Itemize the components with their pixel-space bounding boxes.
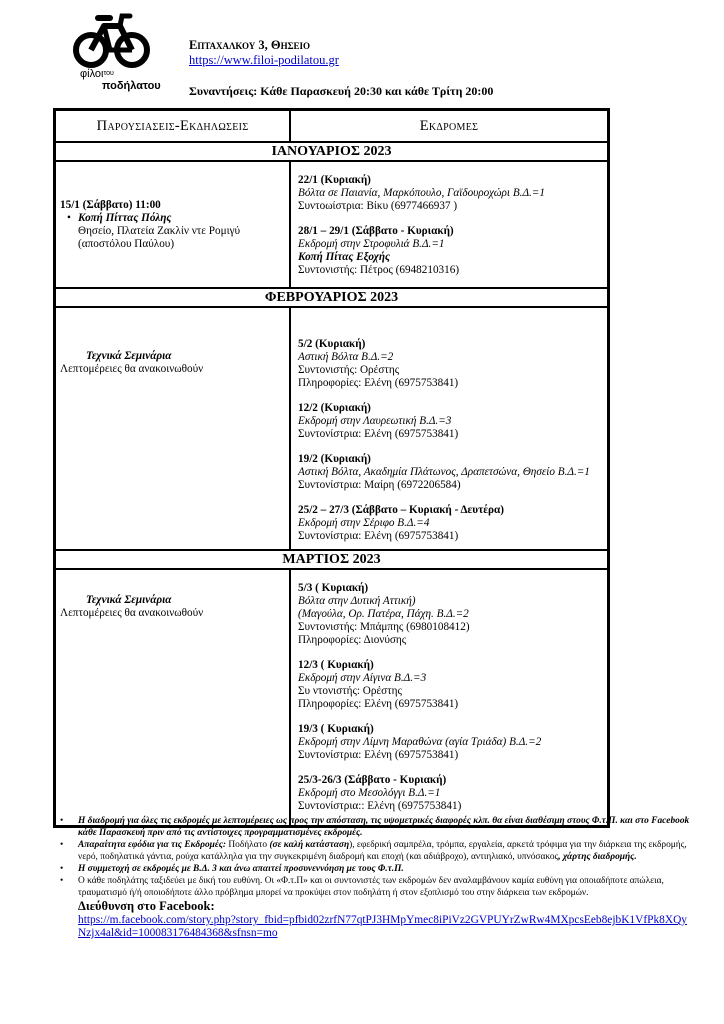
trip-event — [298, 225, 603, 277]
trip-date: 19/3 ( Κυριακή) — [298, 723, 374, 735]
trip-event — [298, 338, 603, 390]
trip-contact: Συντονίστρια:: Ελένη (6975753841) — [298, 800, 462, 812]
trip-event — [298, 504, 603, 543]
trip-event — [298, 402, 603, 441]
month-right-cell — [290, 569, 608, 826]
trip-date: 25/3-26/3 (Σάββατο - Κυριακή) — [298, 774, 447, 786]
trip-desc: Εκδρομή στην Λίμνη Μαραθώνα (αγία Τριάδα) Β.Δ.=2 — [298, 736, 542, 748]
month-left-cell — [55, 569, 290, 826]
trip-event — [298, 774, 603, 813]
note-part: Ποδήλατο — [226, 840, 270, 850]
trip-contact: Συντονιστής: Ορέστης — [298, 364, 400, 376]
note-item — [60, 875, 690, 899]
note-text: Η διαδρομή για όλες τις εκδρομές με λεπτομέρειες ως προς την απόσταση, τις υψομετρικές διαφορές κλπ. θα είναι διαθέσιμη στους Φ.τ.Π. και στο Facebook κάθε Παρασκευή πριν από τις αντίστοιχες προγραμματισμένες εκδρομές. — [78, 816, 690, 838]
trip-desc: Εκδρομή στην Αίγινα Β.Δ.=3 — [298, 672, 427, 684]
header-info — [189, 38, 339, 68]
trip-date: 12/2 (Κυριακή) — [298, 402, 371, 414]
month-header: ΦΕΒΡΟΥΑΡΙΟΣ 2023 — [55, 288, 608, 307]
trip-desc: Βόλτα σε Παιανία, Μαρκόπουλο, Γαϊδουροχώρι Β.Δ.=1 — [298, 187, 545, 199]
trip-event — [298, 453, 603, 492]
facebook-link[interactable]: https://m.facebook.com/story.php?story_fbid=pfbid02zrfN77qtPJ3HMpYmec8iPiVz2GVPUYrZwRw4MXpcsEeb8ejbK1VfPk8XQyNzjx4al&id=100083176484368&sfnsn=mo — [78, 914, 688, 939]
bullet-icon: • — [60, 864, 64, 874]
trip-event — [298, 174, 603, 213]
bullet-icon: • — [60, 840, 64, 850]
note-part: (σε καλή κατάσταση — [269, 840, 350, 850]
note-text: Ο κάθε ποδηλάτης ταξιδεύει με δική του ευθύνη. Οι «Φ.τ.Π» και οι συντονιστές των εκδρομών δεν αναλαμβάνουν καμία ευθύνη για οποιαδήποτε απώλεια, τραυματισμό ή/ή οποιοδήποτε άλλο πρόβλημα μπορεί να προκύψει στον ποδηλάτη ή στον εξοπλισμό του στην διάρκεια των εκδρομών. — [78, 876, 664, 898]
col-header-trips: Εκδρομεσ — [290, 110, 608, 142]
trip-desc: Εκδρομή στην Σέριφο Β.Δ.=4 — [298, 517, 430, 529]
month-right-cell — [290, 161, 608, 288]
trip-desc: Εκδρομή στην Στροφυλιά Β.Δ.=1 — [298, 238, 445, 250]
trip-date: 5/2 (Κυριακή) — [298, 338, 366, 350]
left-bullet — [60, 212, 289, 251]
month-header: ΜΑΡΤΙΟΣ 2023 — [55, 550, 608, 569]
trip-contact: Συντονίστρια: Ελένη (6975753841) — [298, 749, 459, 761]
trip-info: Πληροφορίες: Διονύσης — [298, 634, 407, 646]
trip-date: 5/3 ( Κυριακή) — [298, 582, 369, 594]
website-link[interactable]: https://www.filoi-podilatou.gr — [189, 53, 339, 67]
logo-text — [80, 68, 161, 92]
trip-extra: Κοπή Πίτας Εξοχής — [298, 251, 390, 263]
logo-text-sup: του — [103, 70, 114, 77]
note-part: , χάρτης διαδρομής. — [558, 852, 637, 862]
trip-info: Πληροφορίες: Ελένη (6975753841) — [298, 698, 459, 710]
left-line: Λεπτομέρειες θα ανακοινωθούν — [60, 363, 204, 375]
header — [72, 12, 672, 102]
logo-text-main: φίλοι — [80, 68, 104, 80]
month-header: ΙΑΝΟΥΑΡΙΟΣ 2023 — [55, 142, 608, 161]
trip-event — [298, 723, 603, 762]
bullet-icon: • — [67, 211, 71, 224]
trip-event — [298, 582, 603, 647]
trip-contact: Συντοωίστρια: Βίκυ (6977466937 ) — [298, 200, 458, 212]
month-left-cell — [55, 161, 290, 288]
trip-desc: Βόλτα στην Δυτική Αττική) — [298, 595, 416, 607]
trip-contact: Συντονίστρια: Μαίρη (6972206584) — [298, 479, 461, 491]
trip-desc: Αστική Βόλτα, Ακαδημία Πλάτωνος, Δραπετσώνα, Θησείο Β.Δ.=1 — [298, 466, 590, 478]
note-item — [60, 815, 690, 839]
note-item — [60, 863, 690, 875]
left-line: Θησείο, Πλατεία Ζακλίν ντε Ρομιγύ — [78, 224, 241, 237]
trip-contact: Συντονίστρια: Ελένη (6975753841) — [298, 530, 459, 542]
left-title: Κοπή Πίττας Πόλης — [78, 211, 172, 224]
left-title: Τεχνικά Σεμινάρια — [86, 594, 172, 606]
trip-contact: Συ ντονιστής: Ορέστης — [298, 685, 402, 697]
left-date: 15/1 (Σάββατο) 11:00 — [60, 198, 161, 211]
notes — [60, 815, 690, 940]
bicycle-logo-icon — [72, 12, 152, 70]
trip-contact: Συντονιστής: Πέτρος (6948210316) — [298, 264, 460, 276]
note-bold: Απαραίτητα εφόδια για τις Εκδρομές: — [78, 840, 227, 850]
logo — [72, 12, 172, 92]
bullet-icon: • — [60, 816, 64, 826]
bullet-icon: • — [60, 876, 64, 886]
trip-desc: Αστική Βόλτα Β.Δ.=2 — [298, 351, 394, 363]
trip-date: 25/2 – 27/3 (Σάββατο – Κυριακή - Δευτέρα) — [298, 504, 504, 516]
note-text — [78, 839, 690, 863]
month-left-cell — [55, 307, 290, 550]
month-right-cell — [290, 307, 608, 550]
note-item — [60, 839, 690, 863]
trip-event — [298, 659, 603, 711]
note-part: ), εφεδρική σαμπρέλα, τρόμπα, εργαλεία, αρκετά τρόφιμα για την διάρκεια της εκδρομής, νερό, ποδηλατικά γάντια, ρούχα κατάλληλα για την συγκεκριμένη διαδρομή και εποχή (και αδιάβροχο), αντιηλιακό, υπνόσακος — [78, 840, 687, 862]
trip-contact: Συντονιστής: Μπάμπης (6980108412) — [298, 621, 470, 633]
left-line: (αποστόλου Παύλου) — [78, 237, 175, 250]
trip-date: 19/2 (Κυριακή) — [298, 453, 371, 465]
left-title: Τεχνικά Σεμινάρια — [86, 350, 172, 362]
address: Επταχαλκου 3, Θησειο — [189, 38, 311, 52]
logo-text-sub: ποδήλατου — [102, 80, 161, 92]
trip-date: 12/3 ( Κυριακή) — [298, 659, 374, 671]
trip-desc: Εκδρομή στο Μεσολόγγι Β.Δ.=1 — [298, 787, 441, 799]
col-header-events: Παρουσιασεισ-Εκδηλωσεισ — [55, 110, 290, 142]
left-line: Λεπτομέρειες θα ανακοινωθούν — [60, 607, 204, 619]
trip-info: Πληροφορίες: Ελένη (6975753841) — [298, 377, 459, 389]
trip-date: 28/1 – 29/1 (Σάββατο - Κυριακή) — [298, 225, 454, 237]
trip-contact: Συντονίστρια: Ελένη (6975753841) — [298, 428, 459, 440]
facebook-label: Διεύθυνση στο Facebook: — [78, 899, 215, 913]
trip-date: 22/1 (Κυριακή) — [298, 174, 371, 186]
note-text: Η συμμετοχή σε εκδρομές με Β.Δ. 3 και άνω απαιτεί προσυνεννόηση με τους Φ.τ.Π. — [78, 864, 404, 874]
trip-extra: (Μαγούλα, Ορ. Πατέρα, Πάχη. Β.Δ.=2 — [298, 608, 469, 620]
trip-desc: Εκδρομή στην Λαυρεωτική Β.Δ.=3 — [298, 415, 452, 427]
program-table — [53, 108, 610, 828]
meetings: Συναντήσεις: Κάθε Παρασκευή 20:30 και κάθε Τρίτη 20:00 — [189, 84, 494, 98]
